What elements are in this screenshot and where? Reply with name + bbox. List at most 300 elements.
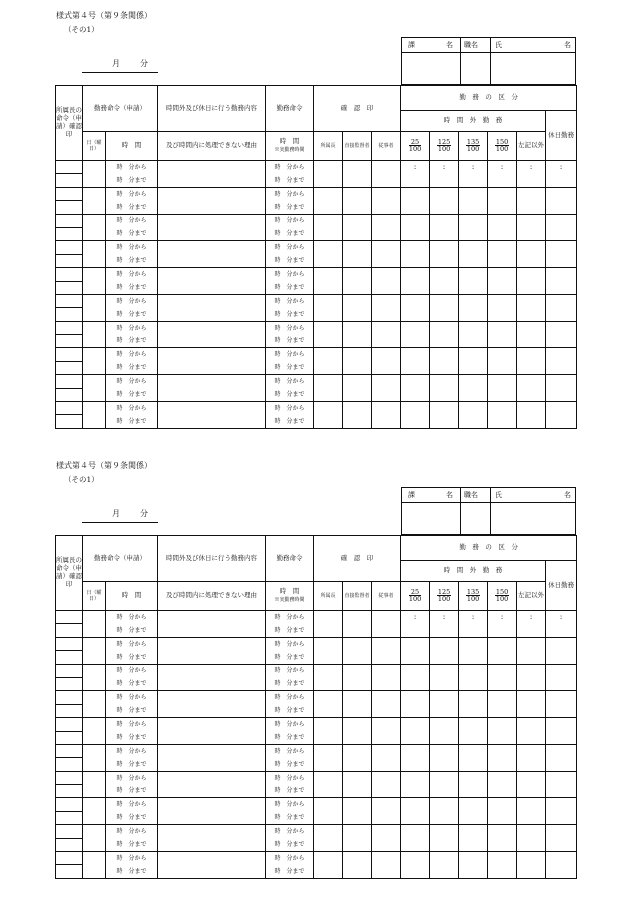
order-time-cell[interactable]: 時 分まで	[106, 254, 158, 267]
table-cell[interactable]	[488, 388, 517, 401]
table-cell[interactable]	[314, 785, 343, 798]
order-time-cell[interactable]: 時 分から	[106, 718, 158, 731]
table-cell[interactable]	[488, 718, 517, 731]
table-cell[interactable]	[430, 214, 459, 227]
table-cell[interactable]	[83, 161, 106, 174]
table-cell[interactable]	[83, 637, 106, 650]
table-cell[interactable]	[56, 611, 83, 624]
table-cell[interactable]	[56, 174, 83, 187]
table-cell[interactable]	[459, 811, 488, 824]
table-cell[interactable]	[517, 187, 546, 200]
table-cell[interactable]	[488, 731, 517, 744]
table-cell[interactable]	[83, 811, 106, 824]
table-cell[interactable]	[517, 691, 546, 704]
table-cell[interactable]	[314, 731, 343, 744]
table-cell[interactable]	[430, 321, 459, 334]
work-time-cell[interactable]: 時 分から	[266, 852, 314, 865]
table-cell[interactable]	[343, 637, 372, 650]
table-cell[interactable]	[517, 624, 546, 637]
table-cell[interactable]	[430, 825, 459, 838]
colon-cell[interactable]: :	[401, 161, 430, 174]
table-cell[interactable]	[546, 651, 577, 664]
table-cell[interactable]	[430, 415, 459, 428]
work-time-cell[interactable]: 時 分まで	[266, 731, 314, 744]
table-cell[interactable]	[83, 744, 106, 757]
table-cell[interactable]	[459, 744, 488, 757]
table-cell[interactable]	[401, 691, 430, 704]
table-cell[interactable]	[372, 348, 401, 361]
order-time-cell[interactable]: 時 分まで	[106, 677, 158, 690]
table-cell[interactable]	[314, 677, 343, 690]
table-cell[interactable]	[158, 785, 266, 798]
order-time-cell[interactable]: 時 分から	[106, 187, 158, 200]
work-time-cell[interactable]: 時 分まで	[266, 361, 314, 374]
table-cell[interactable]	[430, 375, 459, 388]
order-time-cell[interactable]: 時 分から	[106, 214, 158, 227]
table-cell[interactable]	[343, 388, 372, 401]
table-cell[interactable]	[430, 811, 459, 824]
table-cell[interactable]	[372, 214, 401, 227]
table-cell[interactable]	[56, 852, 83, 865]
table-cell[interactable]	[459, 308, 488, 321]
table-cell[interactable]	[517, 664, 546, 677]
work-time-cell[interactable]: 時 分から	[266, 771, 314, 784]
table-cell[interactable]	[314, 227, 343, 240]
work-time-cell[interactable]: 時 分まで	[266, 838, 314, 851]
work-time-cell[interactable]: 時 分から	[266, 718, 314, 731]
table-cell[interactable]	[83, 865, 106, 878]
table-cell[interactable]	[372, 677, 401, 690]
table-cell[interactable]	[314, 268, 343, 281]
order-time-cell[interactable]: 時 分から	[106, 637, 158, 650]
table-cell[interactable]	[401, 214, 430, 227]
month-field[interactable]	[82, 56, 158, 73]
table-cell[interactable]	[158, 375, 266, 388]
table-cell[interactable]	[343, 402, 372, 415]
table-cell[interactable]	[546, 294, 577, 307]
table-cell[interactable]	[343, 335, 372, 348]
table-cell[interactable]	[314, 348, 343, 361]
table-cell[interactable]	[343, 718, 372, 731]
table-cell[interactable]	[372, 254, 401, 267]
table-cell[interactable]	[83, 691, 106, 704]
table-cell[interactable]	[459, 785, 488, 798]
table-cell[interactable]	[488, 375, 517, 388]
colon-cell[interactable]: :	[546, 611, 577, 624]
table-cell[interactable]	[372, 611, 401, 624]
table-cell[interactable]	[488, 321, 517, 334]
table-cell[interactable]	[517, 744, 546, 757]
table-cell[interactable]	[430, 865, 459, 878]
table-cell[interactable]	[56, 294, 83, 307]
table-cell[interactable]	[401, 838, 430, 851]
table-cell[interactable]	[83, 388, 106, 401]
order-time-cell[interactable]: 時 分から	[106, 321, 158, 334]
table-cell[interactable]	[83, 664, 106, 677]
table-cell[interactable]	[158, 811, 266, 824]
table-cell[interactable]	[401, 187, 430, 200]
work-time-cell[interactable]: 時 分から	[266, 664, 314, 677]
table-cell[interactable]	[158, 361, 266, 374]
table-cell[interactable]	[83, 718, 106, 731]
table-cell[interactable]	[401, 402, 430, 415]
table-cell[interactable]	[372, 361, 401, 374]
table-cell[interactable]	[401, 651, 430, 664]
colon-cell[interactable]: :	[430, 161, 459, 174]
table-cell[interactable]	[314, 201, 343, 214]
table-cell[interactable]	[430, 838, 459, 851]
table-cell[interactable]	[546, 825, 577, 838]
table-cell[interactable]	[459, 214, 488, 227]
table-cell[interactable]	[158, 227, 266, 240]
table-cell[interactable]	[517, 388, 546, 401]
table-cell[interactable]	[56, 704, 83, 717]
table-cell[interactable]	[459, 838, 488, 851]
table-cell[interactable]	[56, 838, 83, 851]
table-cell[interactable]	[83, 174, 106, 187]
table-cell[interactable]	[546, 348, 577, 361]
work-time-cell[interactable]: 時 分まで	[266, 758, 314, 771]
table-cell[interactable]	[517, 718, 546, 731]
table-cell[interactable]	[488, 664, 517, 677]
table-cell[interactable]	[430, 241, 459, 254]
table-cell[interactable]	[83, 321, 106, 334]
table-cell[interactable]	[158, 174, 266, 187]
work-time-cell[interactable]: 時 分まで	[266, 811, 314, 824]
table-cell[interactable]	[517, 637, 546, 650]
table-cell[interactable]	[343, 187, 372, 200]
table-cell[interactable]	[401, 771, 430, 784]
table-cell[interactable]	[158, 731, 266, 744]
table-cell[interactable]	[430, 388, 459, 401]
table-cell[interactable]	[546, 838, 577, 851]
order-time-cell[interactable]: 時 分から	[106, 161, 158, 174]
table-cell[interactable]	[459, 825, 488, 838]
table-cell[interactable]	[401, 294, 430, 307]
colon-cell[interactable]: :	[488, 611, 517, 624]
table-cell[interactable]	[372, 691, 401, 704]
table-cell[interactable]	[372, 838, 401, 851]
table-cell[interactable]	[430, 677, 459, 690]
table-cell[interactable]	[314, 771, 343, 784]
table-cell[interactable]	[459, 865, 488, 878]
table-cell[interactable]	[158, 611, 266, 624]
table-cell[interactable]	[459, 637, 488, 650]
table-cell[interactable]	[459, 771, 488, 784]
table-cell[interactable]	[401, 758, 430, 771]
table-cell[interactable]	[56, 161, 83, 174]
table-cell[interactable]	[83, 651, 106, 664]
table-cell[interactable]	[56, 825, 83, 838]
table-cell[interactable]	[546, 624, 577, 637]
table-cell[interactable]	[158, 241, 266, 254]
table-cell[interactable]	[488, 798, 517, 811]
table-cell[interactable]	[343, 375, 372, 388]
colon-cell[interactable]: :	[459, 611, 488, 624]
work-time-cell[interactable]: 時 分から	[266, 691, 314, 704]
table-cell[interactable]	[430, 651, 459, 664]
table-cell[interactable]	[158, 254, 266, 267]
table-cell[interactable]	[517, 785, 546, 798]
table-cell[interactable]	[401, 241, 430, 254]
order-time-cell[interactable]: 時 分まで	[106, 758, 158, 771]
table-cell[interactable]	[83, 731, 106, 744]
table-cell[interactable]	[488, 281, 517, 294]
colon-cell[interactable]: :	[546, 161, 577, 174]
table-cell[interactable]	[56, 241, 83, 254]
table-cell[interactable]	[314, 744, 343, 757]
table-cell[interactable]	[488, 771, 517, 784]
table-cell[interactable]	[546, 852, 577, 865]
order-time-cell[interactable]: 時 分まで	[106, 281, 158, 294]
table-cell[interactable]	[401, 785, 430, 798]
table-cell[interactable]	[401, 201, 430, 214]
table-cell[interactable]	[488, 691, 517, 704]
order-time-cell[interactable]: 時 分から	[106, 664, 158, 677]
table-cell[interactable]	[488, 811, 517, 824]
table-cell[interactable]	[517, 415, 546, 428]
table-cell[interactable]	[517, 811, 546, 824]
table-cell[interactable]	[488, 758, 517, 771]
work-time-cell[interactable]: 時 分まで	[266, 174, 314, 187]
work-time-cell[interactable]: 時 分から	[266, 611, 314, 624]
table-cell[interactable]	[459, 281, 488, 294]
colon-cell[interactable]: :	[401, 611, 430, 624]
table-cell[interactable]	[158, 161, 266, 174]
table-cell[interactable]	[372, 825, 401, 838]
table-cell[interactable]	[372, 268, 401, 281]
table-cell[interactable]	[401, 624, 430, 637]
table-cell[interactable]	[517, 865, 546, 878]
table-cell[interactable]	[343, 731, 372, 744]
table-cell[interactable]	[488, 865, 517, 878]
table-cell[interactable]	[430, 758, 459, 771]
table-cell[interactable]	[488, 704, 517, 717]
table-cell[interactable]	[430, 308, 459, 321]
table-cell[interactable]	[158, 214, 266, 227]
table-cell[interactable]	[517, 402, 546, 415]
table-cell[interactable]	[314, 825, 343, 838]
table-cell[interactable]	[83, 611, 106, 624]
table-cell[interactable]	[430, 294, 459, 307]
table-cell[interactable]	[56, 375, 83, 388]
table-cell[interactable]	[517, 254, 546, 267]
table-cell[interactable]	[430, 201, 459, 214]
table-cell[interactable]	[158, 415, 266, 428]
table-cell[interactable]	[430, 637, 459, 650]
order-time-cell[interactable]: 時 分まで	[106, 201, 158, 214]
table-cell[interactable]	[546, 241, 577, 254]
order-time-cell[interactable]: 時 分まで	[106, 227, 158, 240]
table-cell[interactable]	[488, 677, 517, 690]
table-cell[interactable]	[372, 811, 401, 824]
table-cell[interactable]	[158, 691, 266, 704]
table-cell[interactable]	[56, 308, 83, 321]
table-cell[interactable]	[488, 415, 517, 428]
table-cell[interactable]	[459, 321, 488, 334]
table-cell[interactable]	[343, 201, 372, 214]
table-cell[interactable]	[343, 664, 372, 677]
table-cell[interactable]	[517, 335, 546, 348]
table-cell[interactable]	[546, 677, 577, 690]
table-cell[interactable]	[158, 865, 266, 878]
table-cell[interactable]	[401, 811, 430, 824]
table-cell[interactable]	[83, 214, 106, 227]
table-cell[interactable]	[459, 852, 488, 865]
order-time-cell[interactable]: 時 分から	[106, 771, 158, 784]
table-cell[interactable]	[401, 731, 430, 744]
work-time-cell[interactable]: 時 分まで	[266, 308, 314, 321]
table-cell[interactable]	[343, 811, 372, 824]
table-cell[interactable]	[158, 838, 266, 851]
table-cell[interactable]	[546, 731, 577, 744]
table-cell[interactable]	[314, 281, 343, 294]
table-cell[interactable]	[401, 321, 430, 334]
table-cell[interactable]	[56, 691, 83, 704]
table-cell[interactable]	[401, 174, 430, 187]
table-cell[interactable]	[314, 214, 343, 227]
table-cell[interactable]	[459, 187, 488, 200]
order-time-cell[interactable]: 時 分から	[106, 798, 158, 811]
work-time-cell[interactable]: 時 分まで	[266, 201, 314, 214]
table-cell[interactable]	[488, 348, 517, 361]
table-cell[interactable]	[83, 415, 106, 428]
table-cell[interactable]	[401, 388, 430, 401]
table-cell[interactable]	[401, 308, 430, 321]
table-cell[interactable]	[56, 321, 83, 334]
table-cell[interactable]	[343, 281, 372, 294]
table-cell[interactable]	[459, 388, 488, 401]
work-time-cell[interactable]: 時 分まで	[266, 281, 314, 294]
table-cell[interactable]	[158, 308, 266, 321]
table-cell[interactable]	[83, 348, 106, 361]
name-box[interactable]	[401, 487, 576, 535]
table-cell[interactable]	[56, 785, 83, 798]
work-time-cell[interactable]: 時 分まで	[266, 624, 314, 637]
order-time-cell[interactable]: 時 分まで	[106, 731, 158, 744]
order-time-cell[interactable]: 時 分から	[106, 744, 158, 757]
table-cell[interactable]	[488, 294, 517, 307]
table-cell[interactable]	[401, 825, 430, 838]
table-cell[interactable]	[401, 254, 430, 267]
table-cell[interactable]	[459, 174, 488, 187]
order-time-cell[interactable]: 時 分から	[106, 348, 158, 361]
table-cell[interactable]	[517, 241, 546, 254]
work-time-cell[interactable]: 時 分まで	[266, 704, 314, 717]
table-cell[interactable]	[83, 798, 106, 811]
work-time-cell[interactable]: 時 分から	[266, 798, 314, 811]
table-cell[interactable]	[401, 335, 430, 348]
table-cell[interactable]	[372, 744, 401, 757]
table-cell[interactable]	[401, 865, 430, 878]
table-cell[interactable]	[343, 744, 372, 757]
work-time-cell[interactable]: 時 分から	[266, 268, 314, 281]
table-cell[interactable]	[56, 254, 83, 267]
table-cell[interactable]	[343, 294, 372, 307]
table-cell[interactable]	[314, 335, 343, 348]
table-cell[interactable]	[314, 174, 343, 187]
table-cell[interactable]	[459, 268, 488, 281]
table-cell[interactable]	[314, 865, 343, 878]
table-cell[interactable]	[401, 637, 430, 650]
table-cell[interactable]	[343, 798, 372, 811]
table-cell[interactable]	[343, 174, 372, 187]
work-time-cell[interactable]: 時 分から	[266, 161, 314, 174]
work-time-cell[interactable]: 時 分まで	[266, 227, 314, 240]
table-cell[interactable]	[546, 174, 577, 187]
table-cell[interactable]	[430, 771, 459, 784]
table-cell[interactable]	[459, 691, 488, 704]
table-cell[interactable]	[158, 637, 266, 650]
table-cell[interactable]	[488, 241, 517, 254]
table-cell[interactable]	[158, 744, 266, 757]
table-cell[interactable]	[158, 187, 266, 200]
table-cell[interactable]	[56, 718, 83, 731]
table-cell[interactable]	[546, 718, 577, 731]
table-cell[interactable]	[314, 718, 343, 731]
table-cell[interactable]	[430, 174, 459, 187]
table-cell[interactable]	[546, 308, 577, 321]
table-cell[interactable]	[401, 704, 430, 717]
table-cell[interactable]	[488, 624, 517, 637]
table-cell[interactable]	[83, 281, 106, 294]
table-cell[interactable]	[56, 771, 83, 784]
table-cell[interactable]	[372, 281, 401, 294]
table-cell[interactable]	[343, 308, 372, 321]
table-cell[interactable]	[56, 388, 83, 401]
table-cell[interactable]	[401, 798, 430, 811]
table-cell[interactable]	[83, 268, 106, 281]
table-cell[interactable]	[158, 825, 266, 838]
table-cell[interactable]	[343, 691, 372, 704]
table-cell[interactable]	[488, 852, 517, 865]
table-cell[interactable]	[56, 214, 83, 227]
table-cell[interactable]	[343, 361, 372, 374]
table-cell[interactable]	[546, 388, 577, 401]
table-cell[interactable]	[546, 811, 577, 824]
table-cell[interactable]	[517, 281, 546, 294]
table-cell[interactable]	[517, 348, 546, 361]
work-time-cell[interactable]: 時 分から	[266, 187, 314, 200]
table-cell[interactable]	[372, 161, 401, 174]
table-cell[interactable]	[343, 825, 372, 838]
table-cell[interactable]	[459, 361, 488, 374]
table-cell[interactable]	[343, 865, 372, 878]
work-time-cell[interactable]: 時 分まで	[266, 415, 314, 428]
table-cell[interactable]	[314, 852, 343, 865]
table-cell[interactable]	[56, 798, 83, 811]
table-cell[interactable]	[314, 664, 343, 677]
table-cell[interactable]	[459, 798, 488, 811]
table-cell[interactable]	[314, 241, 343, 254]
table-cell[interactable]	[343, 415, 372, 428]
table-cell[interactable]	[546, 214, 577, 227]
table-cell[interactable]	[372, 637, 401, 650]
order-time-cell[interactable]: 時 分まで	[106, 308, 158, 321]
table-cell[interactable]	[314, 811, 343, 824]
table-cell[interactable]	[56, 335, 83, 348]
table-cell[interactable]	[546, 785, 577, 798]
work-time-cell[interactable]: 時 分から	[266, 241, 314, 254]
table-cell[interactable]	[372, 241, 401, 254]
table-cell[interactable]	[56, 402, 83, 415]
table-cell[interactable]	[459, 415, 488, 428]
table-cell[interactable]	[158, 624, 266, 637]
order-time-cell[interactable]: 時 分まで	[106, 865, 158, 878]
table-cell[interactable]	[459, 664, 488, 677]
table-cell[interactable]	[83, 758, 106, 771]
table-cell[interactable]	[401, 227, 430, 240]
